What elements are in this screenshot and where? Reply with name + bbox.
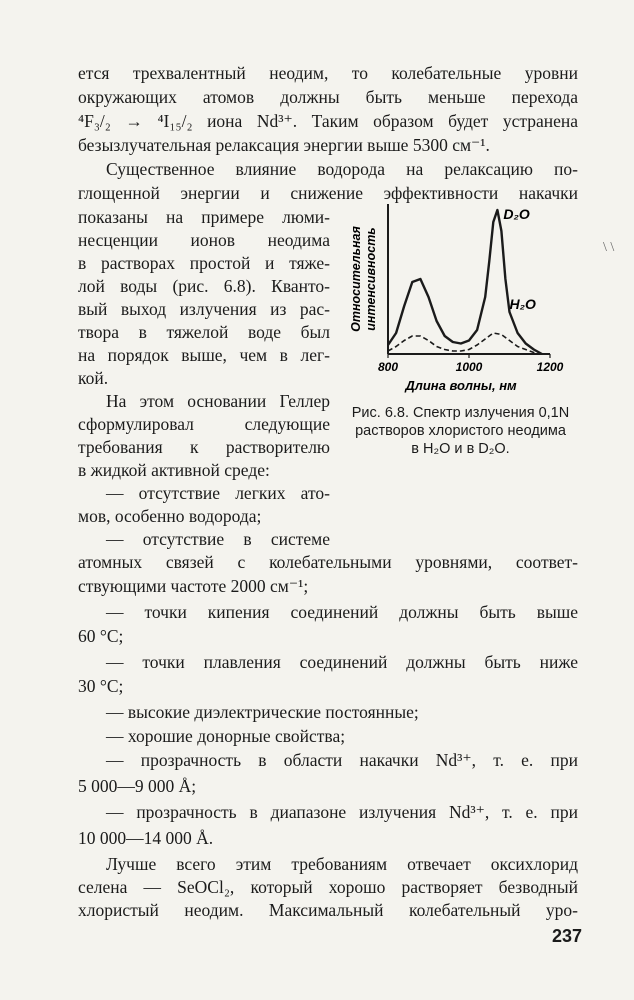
text-line: — точки кипения соединений должны быть выше — [106, 602, 578, 622]
figure-caption-line: растворов хлористого неодима — [355, 423, 566, 439]
page-number: 237 — [552, 926, 583, 946]
x-tick-label: 800 — [377, 360, 399, 374]
text-line: Существенное влияние водорода на релаксацию по- — [106, 159, 578, 179]
legend-d2o: D₂O — [503, 206, 530, 222]
text-line: несценции ионов неодима — [78, 230, 330, 250]
x-tick-label: 1200 — [536, 360, 564, 374]
text-line: селена — SeOCl₂, который хорошо растворяет безводный — [78, 877, 578, 897]
text-line: хлористый неодим. Максимальный колебательный уро- — [78, 900, 578, 920]
text-line: глощенной энергии и снижение эффективности накачки — [78, 183, 578, 203]
text-line: ствующими частоте 2000 см⁻¹; — [78, 576, 309, 596]
text-line: лой воды (рис. 6.8). Кванто- — [78, 276, 330, 296]
text-line: мов, особенно водорода; — [78, 506, 262, 526]
text-line: в растворах простой и тяже- — [78, 253, 330, 273]
text-line: — высокие диэлектрические постоянные; — [106, 702, 419, 722]
x-axis-label: Длина волны, нм — [405, 378, 517, 393]
spectrum-chart — [340, 196, 580, 396]
text-line: 60 °C; — [78, 626, 124, 646]
text-line: окружающих атомов должны быть меньше перехода — [78, 87, 578, 107]
text-line: в жидкой активной среде: — [78, 460, 270, 480]
text-line: ⁴F₃/₂ → ⁴I₁₅/₂ иона Nd³⁺. Таким образом будет устранена — [78, 111, 578, 131]
series-d2o-line — [388, 210, 542, 354]
text-line: На этом основании Геллер — [106, 391, 330, 411]
text-line: — отсутствие в системе — [106, 529, 330, 549]
text-line: ется трехвалентный неодим, то колебательные уровни — [78, 63, 578, 83]
text-line: 30 °C; — [78, 676, 124, 696]
text-line: сформулировал следующие — [78, 414, 330, 434]
margin-mark: \ \ — [603, 240, 615, 255]
text-line: — отсутствие легких ато- — [106, 483, 330, 503]
text-line: 5 000—9 000 Å; — [78, 776, 197, 796]
x-tick-label: 1000 — [455, 360, 483, 374]
text-line: требования к растворителю — [78, 437, 330, 457]
text-line: кой. — [78, 368, 109, 388]
text-line: — хорошие донорные свойства; — [106, 726, 346, 746]
text-line: — прозрачность в диапазоне излучения Nd³⁺, т. е. при — [106, 802, 578, 822]
text-line: Лучше всего этим требованиям отвечает оксихлорид — [106, 854, 578, 874]
figure-caption-line: в H₂O и в D₂O. — [411, 441, 510, 457]
text-line: — точки плавления соединений должны быть ниже — [106, 652, 578, 672]
figure-caption-line: Рис. 6.8. Спектр излучения 0,1N — [351, 405, 570, 421]
text-line: атомных связей с колебательными уровнями, соответ- — [78, 552, 578, 572]
text-line: безызлучательная релаксация энергии выше 5300 см⁻¹. — [78, 135, 490, 155]
y-axis-label: Относительная — [349, 226, 363, 332]
text-line: вый выход излучения из рас- — [78, 299, 330, 319]
text-line: твора в тяжелой воде был — [78, 322, 330, 342]
legend-h2o: H₂O — [509, 296, 536, 312]
y-axis-label: интенсивность — [364, 227, 378, 331]
text-line: на порядок выше, чем в лег- — [78, 345, 330, 365]
spectrum-figure — [340, 196, 580, 396]
text-line: 10 000—14 000 Å. — [78, 828, 214, 848]
text-line: — прозрачность в области накачки Nd³⁺, т. е. при — [106, 750, 578, 770]
text-line: показаны на примере люми- — [78, 207, 330, 227]
